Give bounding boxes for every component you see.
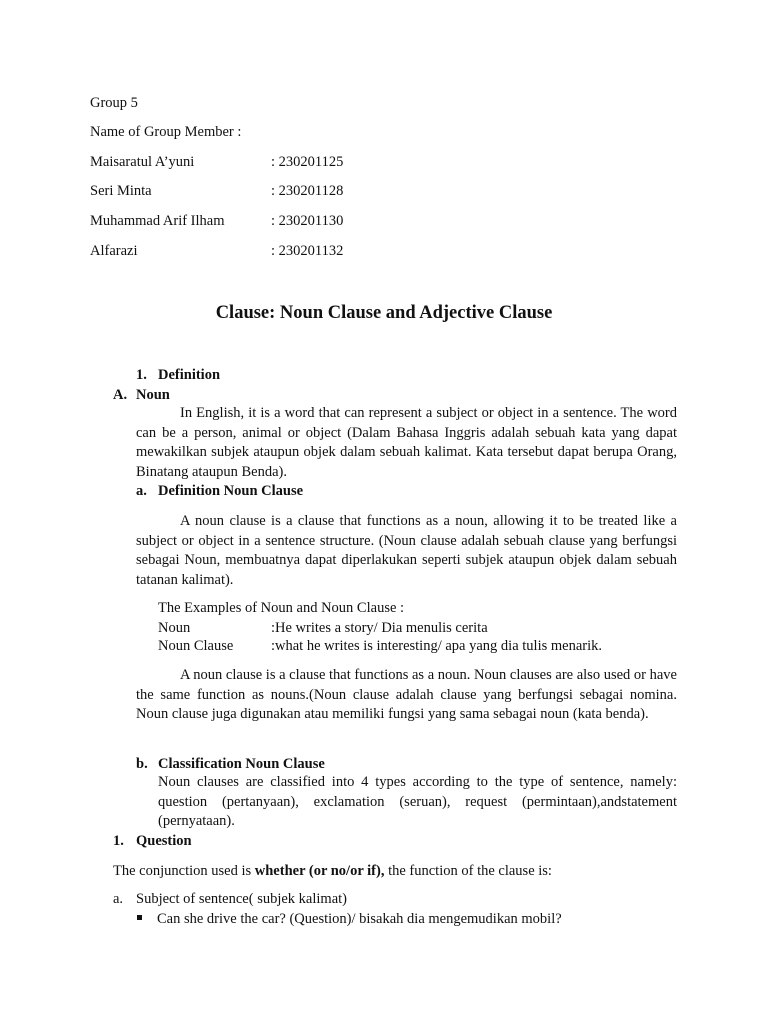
member-id: : 230201125 <box>271 154 344 170</box>
noun-paragraph <box>136 404 677 482</box>
document-title: Clause: Noun Clause and Adjective Clause <box>215 303 553 323</box>
noun-heading: Noun <box>136 387 170 403</box>
group-label: Group 5 <box>90 95 138 111</box>
members-label: Name of Group Member : <box>90 124 242 140</box>
sub-a-letter: a. <box>136 483 147 499</box>
example-term: Noun Clause <box>158 638 234 654</box>
noun-clause-paragraph-text: A noun clause is a clause that functions as a noun, allowing it to be treated like a subject or object in a sentence structure. (Noun clause adalah sebuah clause yang berfungsi sebagai Noun, membuatnya dapat diperlakukan seperti subjek ataupun objek dalam sebuah tatanan kalimat). <box>136 513 677 588</box>
bullet-text: Can she drive the car? (Question)/ bisakah dia mengemudikan mobil? <box>157 911 562 927</box>
item-letter: a. <box>113 891 124 907</box>
member-name: Maisaratul A’yuni <box>90 154 195 170</box>
bullet-icon <box>137 915 142 920</box>
sub-b-heading: Classification Noun Clause <box>158 756 325 772</box>
question-number: 1. <box>113 833 124 849</box>
member-name: Seri Minta <box>90 183 152 199</box>
question-heading: Question <box>136 833 192 849</box>
member-name: Alfarazi <box>90 243 138 259</box>
sub-b-letter: b. <box>136 756 148 772</box>
conjunction-pre: The conjunction used is <box>113 863 255 879</box>
item-text: Subject of sentence( subjek kalimat) <box>136 891 347 907</box>
example-value: :He writes a story/ Dia menulis cerita <box>271 620 488 636</box>
noun-paragraph-text: In English, it is a word that can represent a subject or object in a sentence. The word can be a person, animal or object (Dalam Bahasa Inggris adalah sebuah kata yang dapat mewakilkan subjek ataupun objek dalam sebuah kalimat. Kata tersebut dapat berupa Orang, Binatang ataupun Benda). <box>136 405 677 480</box>
conjunction-post: the function of the clause is: <box>384 863 552 879</box>
conjunction-bold: whether (or no/or if), <box>254 863 385 879</box>
noun-letter: A. <box>113 387 128 403</box>
member-id: : 230201128 <box>271 183 344 199</box>
noun-clause-paragraph <box>136 512 677 590</box>
conjunction-line <box>113 862 552 880</box>
noun-clause-paragraph-2 <box>136 666 677 725</box>
classification-paragraph: Noun clauses are classified into 4 types according to the type of sentence, namely: question (pertanyaan), exclamation (seruan), request (permintaan),andstatement (pernyataan). <box>158 774 677 829</box>
example-term: Noun <box>158 620 191 636</box>
definition-number: 1. <box>136 367 147 383</box>
sub-a-heading: Definition Noun Clause <box>158 483 304 499</box>
example-value: :what he writes is interesting/ apa yang dia tulis menarik. <box>271 638 603 654</box>
examples-label: The Examples of Noun and Noun Clause : <box>158 600 405 616</box>
member-id: : 230201130 <box>271 213 344 229</box>
member-id: : 230201132 <box>271 243 344 259</box>
definition-heading: Definition <box>158 367 221 383</box>
noun-clause-paragraph-2-text: A noun clause is a clause that functions as a noun. Noun clauses are also used or have the same function as nouns.(Noun clause adalah clause yang berfungsi sebagai nomina. Noun clause juga digunakan atau memiliki fungsi yang sama sebagai noun (kata benda). <box>136 667 677 722</box>
member-name: Muhammad Arif Ilham <box>90 213 225 229</box>
